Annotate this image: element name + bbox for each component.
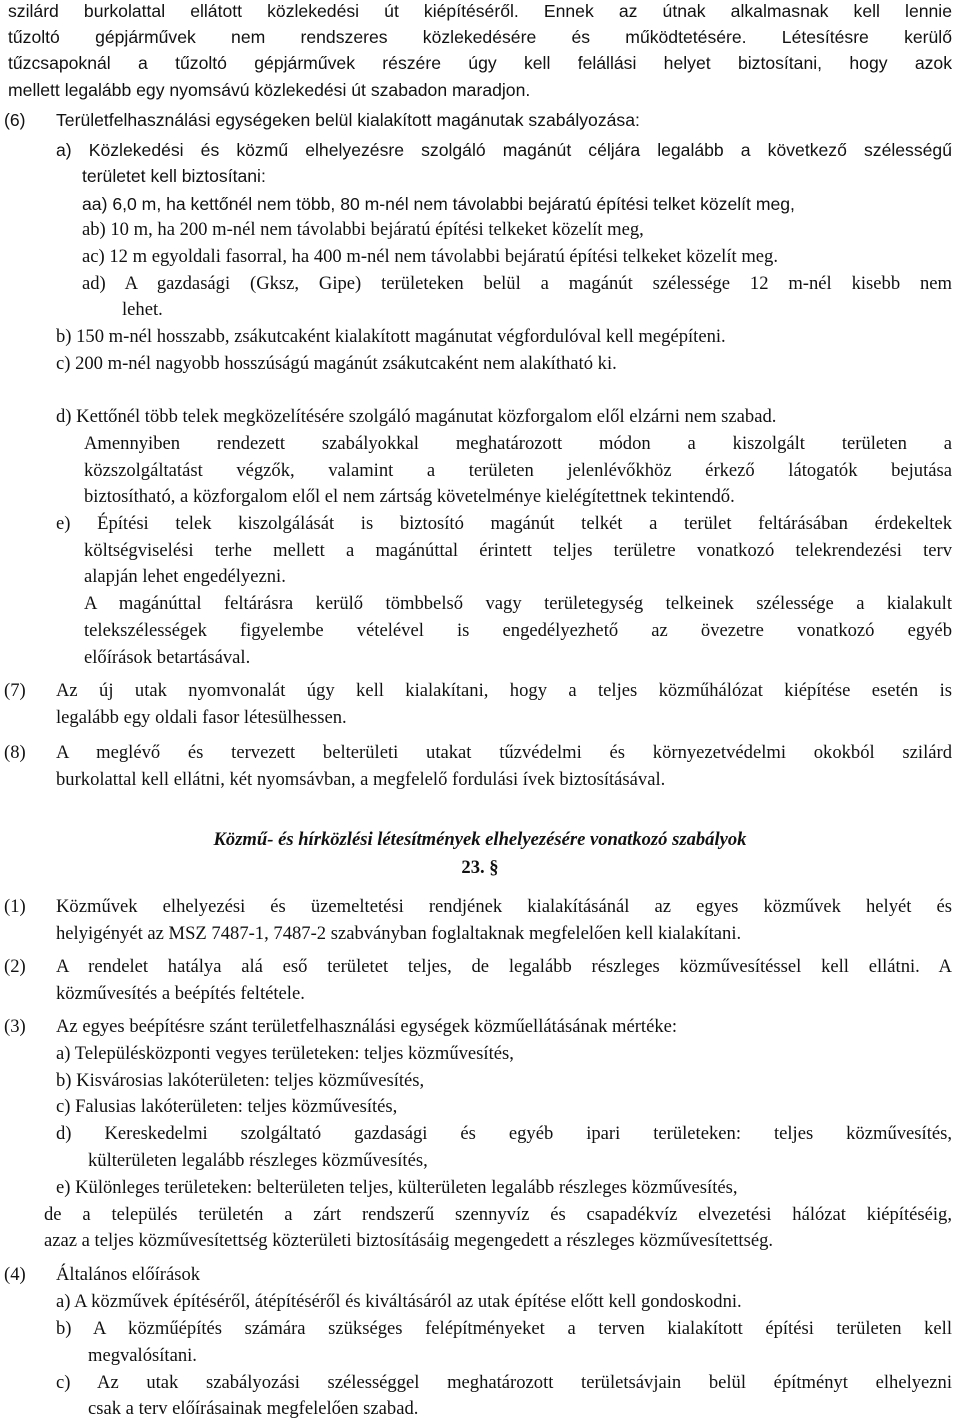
section-heading: Közmű- és hírközlési létesítmények elhelyezésére vonatkozó szabályok — [213, 829, 747, 850]
text-line: mellett legalább egy nyomsávú közlekedési út szabadon maradjon. — [8, 80, 531, 100]
text-line: költségviselési terhe mellett a magánúttal érintett teljes területre vonatkozó telekrendezési terv — [84, 540, 952, 561]
list-item: ad) A gazdasági (Gksz, Gipe) területeken belül a magánút szélessége 12 m-nél kisebb nem — [82, 273, 952, 294]
paragraph-number: (1) — [4, 896, 26, 917]
list-item: d) Kettőnél több telek megközelítésére szolgáló magánutat közforgalom elől elzárni nem szabad. — [56, 406, 777, 427]
text-line: szilárd burkolattal ellátott közlekedési út kiépítéséről. Ennek az útnak alkalmasnak kell lennie — [8, 1, 952, 21]
list-item: c) 200 m-nél nagyobb hosszúságú magánút zsákutcaként nem alakítható ki. — [56, 353, 617, 374]
list-item: e) Különleges területeken: belterületen teljes, külterületen legalább részleges közművesítés, — [56, 1177, 738, 1198]
text-line: biztosítható, a közforgalom elől el nem zártság követelménye kielégítettnek tekintendő. — [84, 486, 735, 507]
paragraph-number: (4) — [4, 1264, 26, 1285]
list-item: c) Az utak szabályozási szélességgel meghatározott területsávjain belül építményt elhelyezni — [56, 1372, 952, 1393]
paragraph-number: (2) — [4, 956, 26, 977]
list-item: aa) 6,0 m, ha kettőnél nem több, 80 m-nél nem távolabbi bejáratú építési telket közelít meg, — [82, 194, 795, 214]
text-line: telekszélességek figyelembe vételével is engedélyezhető az övezetre vonatkozó egyéb — [84, 620, 952, 641]
text-line: alapján lehet engedélyezni. — [84, 566, 286, 587]
list-item: a) Településközponti vegyes területeken: teljes közművesítés, — [56, 1043, 514, 1064]
text-line: külterületen legalább részleges közművesítés, — [88, 1150, 428, 1171]
text-line: Az egyes beépítésre szánt területfelhasználási egységek közműellátásának mértéke: — [56, 1016, 678, 1037]
text-line: tűzcsapoknál a tűzoltó gépjárművek részére úgy kell felállási helyet biztosítani, hogy azok — [8, 53, 952, 73]
list-item: b) A közműépítés számára szükséges felépítményeket a terven kialakított építési területen kell — [56, 1318, 952, 1339]
list-item: a) A közművek építéséről, átépítéséről és kiváltásáról az utak építése előtt kell gondoskodni. — [56, 1291, 742, 1312]
text-line: A magánúttal feltárásra kerülő tömbbelső vagy területegység telkeinek szélessége a kialakult — [84, 593, 952, 614]
text-line: csak a terv előírásainak megfelelően szabad. — [88, 1398, 419, 1419]
text-line: A meglévő és tervezett belterületi utakat tűzvédelmi és környezetvédelmi okokból szilárd — [56, 742, 952, 763]
list-item: b) 150 m-nél hosszabb, zsákutcaként kialakított magánutat végfordulóval kell megépíteni. — [56, 326, 726, 347]
text-line: közszolgáltatást végzők, valamint a területen jelenlévőkhöz érkező látogatók bejutása — [84, 460, 952, 481]
text-line: Közművek elhelyezési és üzemeltetési rendjének kialakításánál az egyes közművek helyét és — [56, 896, 952, 917]
text-line: Általános előírások — [56, 1264, 201, 1285]
text-line: azaz a teljes közművesítettség közterületi biztosításáig megengedett a részleges közművesítettség. — [44, 1230, 774, 1251]
paragraph-number: (3) — [4, 1016, 26, 1037]
text-line: A rendelet hatálya alá eső területet teljes, de legalább részleges közművesítéssel kell ellátni. A — [56, 956, 952, 977]
text-line: helyigényét az MSZ 7487-1, 7487-2 szabványban foglaltaknak megfelelően kell kialakítani. — [56, 923, 742, 944]
text-line: közművesítés a beépítés feltétele. — [56, 983, 305, 1004]
text-line: Területfelhasználási egységeken belül kialakított magánutak szabályozása: — [56, 110, 640, 130]
list-item: ab) 10 m, ha 200 m-nél nem távolabbi bejáratú építési telkeket közelít meg, — [82, 219, 644, 240]
text-line: megvalósítani. — [88, 1345, 197, 1366]
text-line: de a település területén a zárt rendszerű szennyvíz és csapadékvíz elvezetési hálózat kiépítéséig, — [44, 1204, 952, 1225]
list-item: e) Építési telek kiszolgálását is biztosító magánút telkét a terület feltárásában érdekeltek — [56, 513, 952, 534]
text-line: burkolattal kell ellátni, két nyomsávban, a megfelelő fordulási ívek biztosításával. — [56, 769, 666, 790]
text-line: területet kell biztosítani: — [82, 166, 266, 186]
text-line: Amennyiben rendezett szabályokkal meghatározott módon a kiszolgált területen a — [84, 433, 952, 454]
paragraph-number: (8) — [4, 742, 26, 763]
list-item: c) Falusias lakóterületen: teljes közművesítés, — [56, 1096, 398, 1117]
list-item: b) Kisvárosias lakóterületen: teljes közművesítés, — [56, 1070, 425, 1091]
section-number: 23. § — [461, 857, 499, 878]
text-line: tűzoltó gépjárművek nem rendszeres közlekedésére és működtetésére. Létesítésre kerülő — [8, 27, 952, 47]
text-line: a) Közlekedési és közmű elhelyezésre szolgáló magánút céljára legalább a következő szélességű — [56, 140, 952, 160]
paragraph-number: (6) — [4, 110, 26, 130]
text-line: előírások betartásával. — [84, 647, 251, 668]
text-line: Az új utak nyomvonalát úgy kell kialakítani, hogy a teljes közműhálózat kiépítése esetén is — [56, 680, 952, 701]
list-item: ac) 12 m egyoldali fasorral, ha 400 m-nél nem távolabbi bejáratú építési telkeket közelít meg. — [82, 246, 778, 267]
list-item: d) Kereskedelmi szolgáltató gazdasági és egyéb ipari területeken: teljes közművesítés, — [56, 1123, 952, 1144]
text-line: lehet. — [122, 299, 163, 320]
paragraph-number: (7) — [4, 680, 26, 701]
text-line: legalább egy oldali fasor létesülhessen. — [56, 707, 347, 728]
